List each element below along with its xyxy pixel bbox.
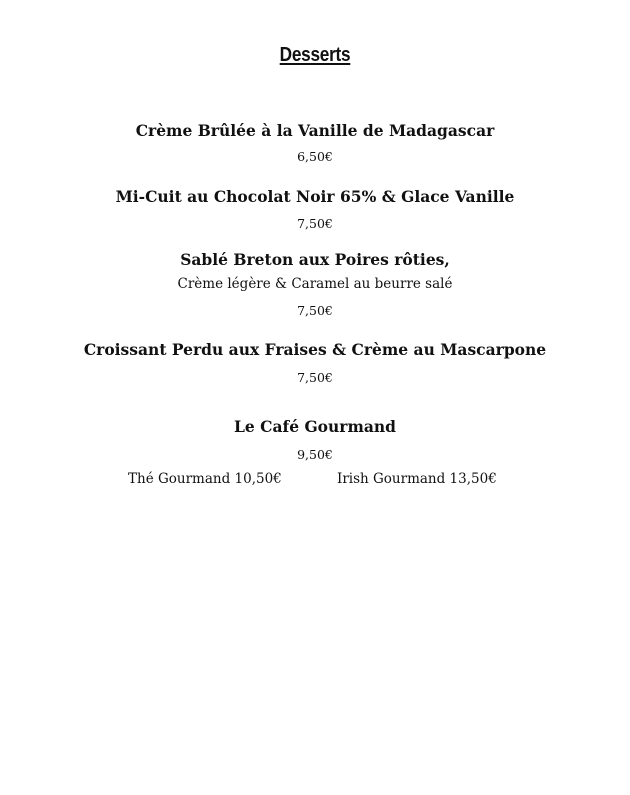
dessert-name: Crème Brûlée à la Vanille de Madagascar [135, 121, 495, 140]
variant-the-gourmand: Thé Gourmand 10,50€ [128, 471, 282, 487]
dessert-name: Mi-Cuit au Chocolat Noir 65% & Glace Vanille [115, 187, 515, 206]
dessert-price: 6,50€ [297, 149, 333, 164]
variant-irish-gourmand: Irish Gourmand 13,50€ [337, 471, 497, 487]
dessert-price: 9,50€ [297, 447, 333, 462]
dessert-price: 7,50€ [297, 303, 333, 318]
dessert-name: Sablé Breton aux Poires rôties, [180, 250, 450, 269]
dessert-name: Le Café Gourmand [233, 417, 397, 436]
page-title: Desserts [279, 44, 351, 66]
dessert-price: 7,50€ [297, 370, 333, 385]
dessert-name: Croissant Perdu aux Fraises & Crème au Mascarpone [83, 340, 547, 359]
dessert-price: 7,50€ [297, 216, 333, 231]
dessert-description: Crème légère & Caramel au beurre salé [177, 276, 453, 292]
